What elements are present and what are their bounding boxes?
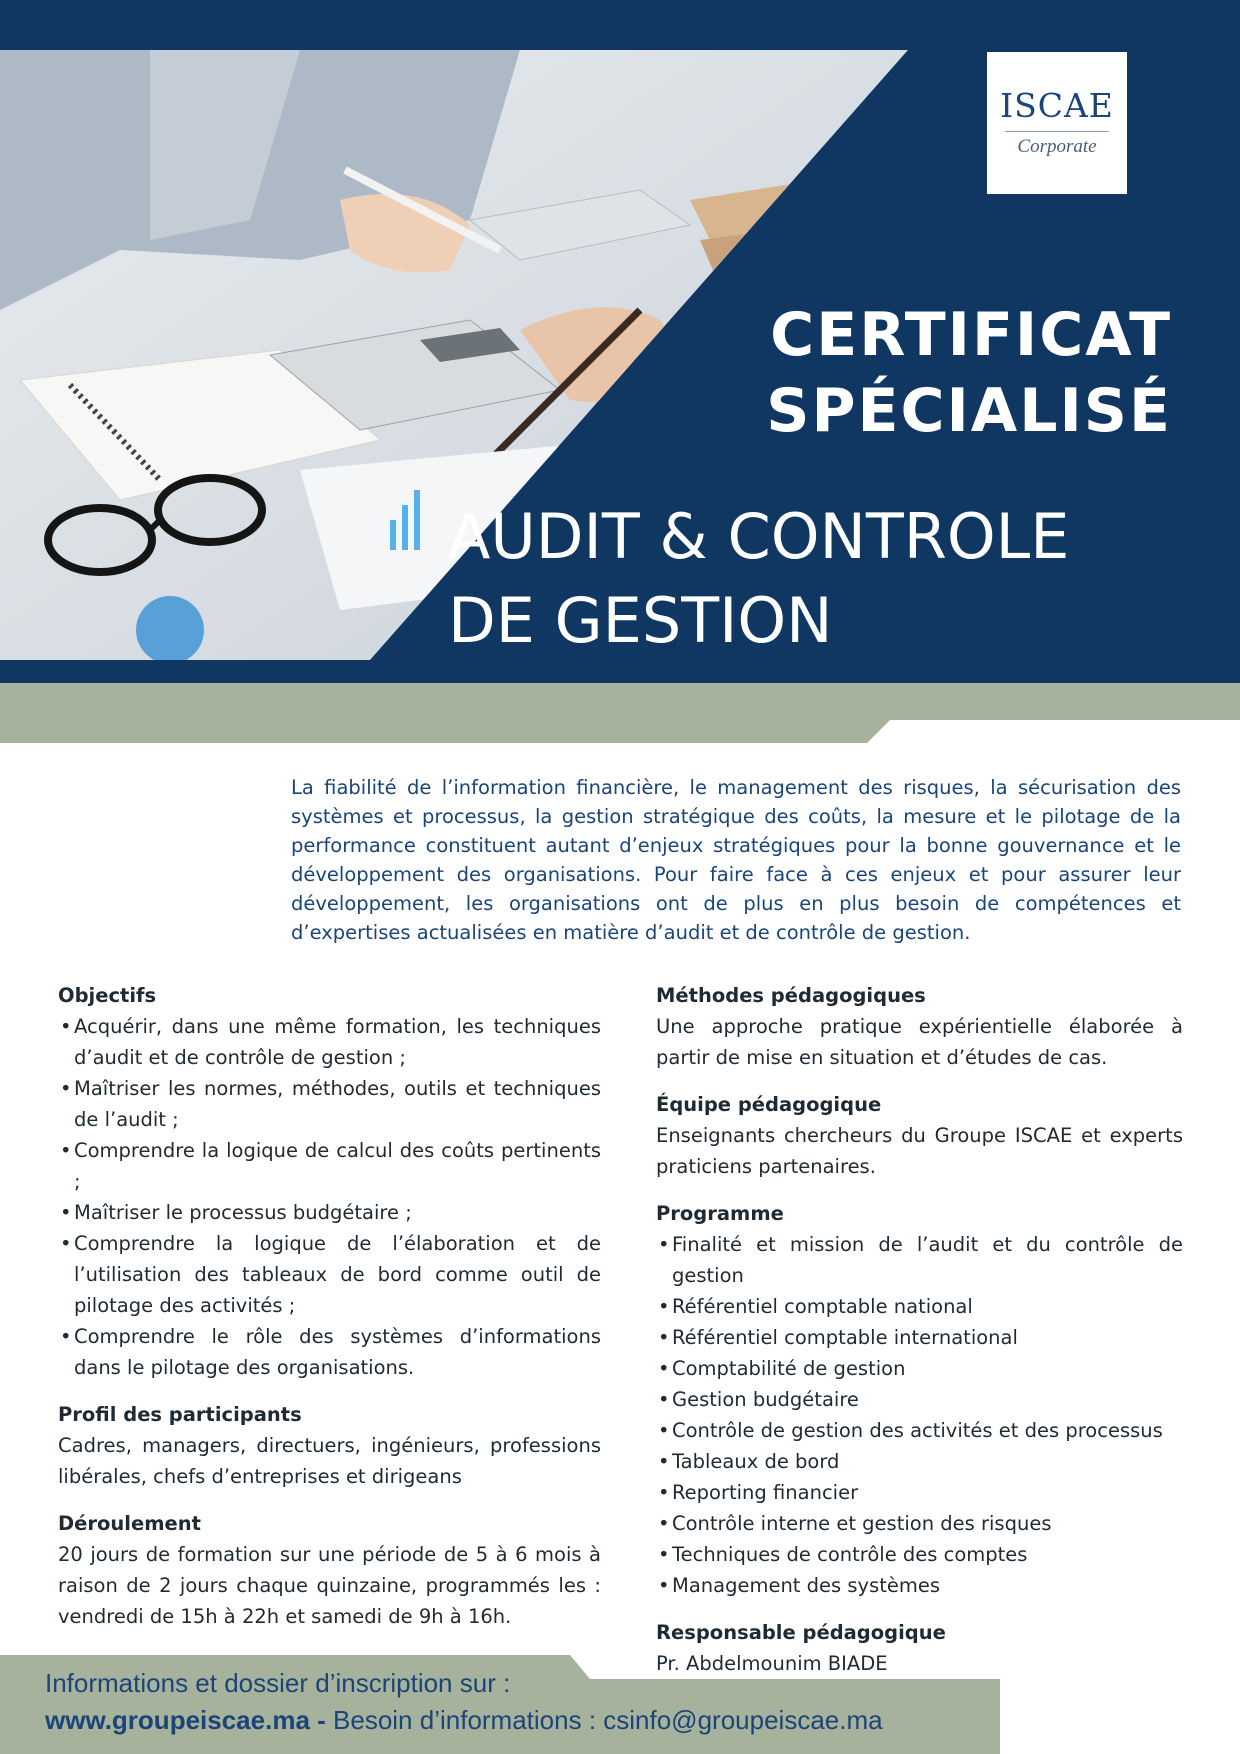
methodes-text: Une approche pratique expérientielle élaborée à partir de mise en situation et d’études de cas. xyxy=(656,1015,1183,1069)
list-item: • Management des systèmes xyxy=(656,1570,1183,1601)
list-item: • Comprendre la logique de l’élaboration et de l’utilisation des tableaux de bord comme outil de pilotage des activités ; xyxy=(58,1228,601,1321)
deroulement-text: 20 jours de formation sur une période de 5 à 6 mois à raison de 2 jours chaque quinzaine, programmés les : vendredi de 15h à 22h et samedi de 9h à 16h. xyxy=(58,1543,601,1628)
list-item: • Maîtriser le processus budgétaire ; xyxy=(58,1197,601,1228)
right-column xyxy=(656,980,1183,1679)
list-item: • Contrôle interne et gestion des risques xyxy=(656,1508,1183,1539)
program-title-line1: AUDIT & CONTROLE xyxy=(448,500,1070,573)
top-navy-band xyxy=(0,0,1240,50)
objectifs-list xyxy=(58,1011,601,1383)
certificate-heading-line2: SPÉCIALISÉ xyxy=(766,376,1172,446)
deroulement-title: Déroulement xyxy=(58,1512,201,1535)
list-item: • Maîtriser les normes, méthodes, outils et techniques de l’audit ; xyxy=(58,1073,601,1135)
website-link[interactable]: www.groupeiscae.ma - xyxy=(45,1705,326,1735)
list-item: • Finalité et mission de l’audit et du contrôle de gestion xyxy=(656,1229,1183,1291)
list-item: • Acquérir, dans une même formation, les techniques d’audit et de contrôle de gestion ; xyxy=(58,1011,601,1073)
white-notch-shape xyxy=(850,720,1240,760)
responsable-title: Responsable pédagogique xyxy=(656,1621,946,1644)
logo-name: ISCAE xyxy=(1000,86,1114,125)
list-item: • Référentiel comptable international xyxy=(656,1322,1183,1353)
methodes-title: Méthodes pédagogiques xyxy=(656,984,926,1007)
intro-paragraph: La fiabilité de l’information financière, le management des risques, la sécurisation des systèmes et processus, la gestion stratégique des coûts, la mesure et le pilotage de la performance constituent autant d’enjeux stratégiques pour la bonne gouvernance et le développement des organisations. Pour faire face à ces enjeux et pour assurer leur développement, les organisations ont de plus en plus besoin de compétences et d’expertises actualisées en matière d’audit et de contrôle de gestion. xyxy=(291,776,1181,944)
left-column xyxy=(58,980,601,1632)
list-item: • Comprendre le rôle des systèmes d’informations dans le pilotage des organisations. xyxy=(58,1321,601,1383)
list-item: • Techniques de contrôle des comptes xyxy=(656,1539,1183,1570)
list-item: • Gestion budgétaire xyxy=(656,1384,1183,1415)
footer-contact-line xyxy=(45,1705,883,1736)
list-item: • Reporting financier xyxy=(656,1477,1183,1508)
list-item: • Contrôle de gestion des activités et des processus xyxy=(656,1415,1183,1446)
list-item: • Tableaux de bord xyxy=(656,1446,1183,1477)
logo-subtitle: Corporate xyxy=(1017,136,1097,157)
contact-email-text[interactable]: Besoin d’informations : csinfo@groupeiscae.ma xyxy=(325,1705,883,1735)
profil-text: Cadres, managers, directuers, ingénieurs, professions libérales, chefs d’entreprises et dirigeans xyxy=(58,1434,601,1488)
responsable-text: Pr. Abdelmounim BIADE xyxy=(656,1652,888,1675)
programme-list xyxy=(656,1229,1183,1601)
equipe-text: Enseignants chercheurs du Groupe ISCAE et experts praticiens partenaires. xyxy=(656,1124,1183,1178)
list-item: • Référentiel comptable national xyxy=(656,1291,1183,1322)
iscae-logo xyxy=(987,52,1127,194)
footer-info-line: Informations et dossier d’inscription sur : xyxy=(45,1668,511,1698)
list-item: • Comptabilité de gestion xyxy=(656,1353,1183,1384)
list-item: • Comprendre la logique de calcul des coûts pertinents ; xyxy=(58,1135,601,1197)
logo-divider xyxy=(1005,131,1109,132)
objectifs-title: Objectifs xyxy=(58,984,157,1007)
profil-title: Profil des participants xyxy=(58,1403,302,1426)
equipe-title: Équipe pédagogique xyxy=(656,1093,882,1116)
certificate-heading-line1: CERTIFICAT xyxy=(770,300,1172,370)
program-title-line2: DE GESTION xyxy=(448,584,833,657)
programme-title: Programme xyxy=(656,1202,784,1225)
